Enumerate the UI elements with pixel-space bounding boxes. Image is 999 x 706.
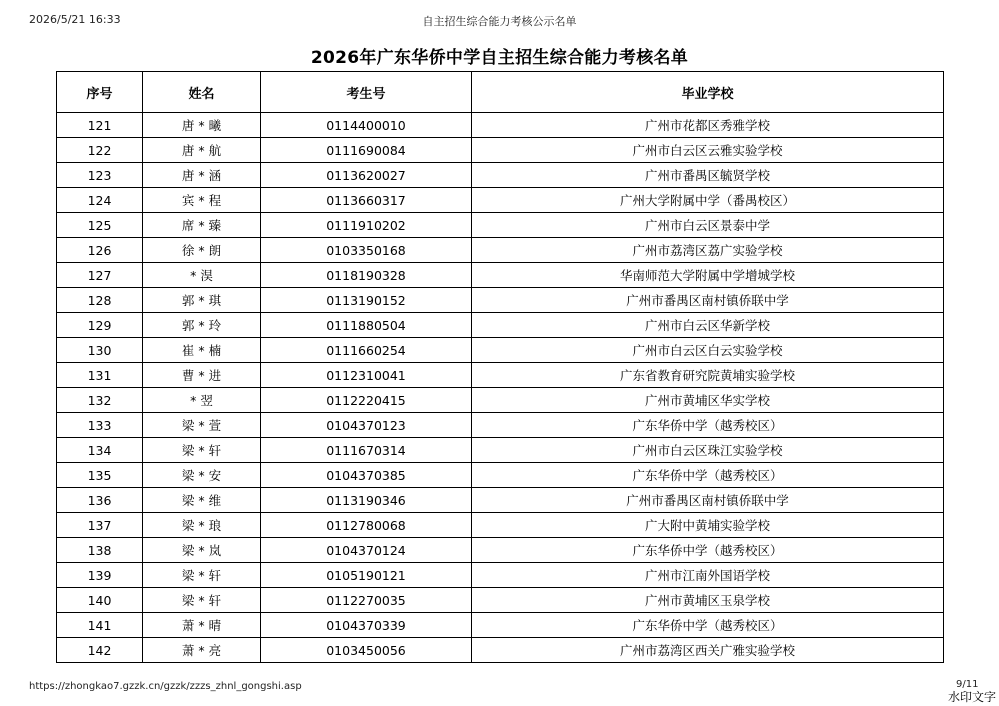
cell-school: 广州市江南外国语学校 <box>472 563 944 588</box>
cell-seq: 125 <box>57 213 143 238</box>
table-row <box>57 238 944 263</box>
cell-exam-number: 0112220415 <box>261 388 472 413</box>
cell-school: 广大附中黄埔实验学校 <box>472 513 944 538</box>
cell-exam-number: 0103450056 <box>261 638 472 663</box>
table-row <box>57 588 944 613</box>
table-row <box>57 563 944 588</box>
cell-name: 梁 * 维 <box>143 488 261 513</box>
cell-school: 广州市黄埔区玉泉学校 <box>472 588 944 613</box>
cell-seq: 134 <box>57 438 143 463</box>
page-number: 9/11 <box>956 679 979 690</box>
column-header-school: 毕业学校 <box>472 72 944 113</box>
table-row <box>57 363 944 388</box>
cell-exam-number: 0113190346 <box>261 488 472 513</box>
cell-seq: 138 <box>57 538 143 563</box>
cell-name: 唐 * 曦 <box>143 113 261 138</box>
cell-exam-number: 0104370385 <box>261 463 472 488</box>
table-row <box>57 538 944 563</box>
table-row <box>57 113 944 138</box>
table-row <box>57 513 944 538</box>
cell-exam-number: 0118190328 <box>261 263 472 288</box>
cell-seq: 127 <box>57 263 143 288</box>
cell-exam-number: 0113190152 <box>261 288 472 313</box>
cell-school: 广州大学附属中学（番禺校区） <box>472 188 944 213</box>
cell-seq: 141 <box>57 613 143 638</box>
cell-seq: 131 <box>57 363 143 388</box>
cell-name: 郭 * 玲 <box>143 313 261 338</box>
cell-school: 广州市荔湾区荔广实验学校 <box>472 238 944 263</box>
cell-school: 广州市番禺区南村镇侨联中学 <box>472 288 944 313</box>
cell-exam-number: 0113660317 <box>261 188 472 213</box>
cell-exam-number: 0112780068 <box>261 513 472 538</box>
cell-name: * 淏 <box>143 263 261 288</box>
cell-school: 广东省教育研究院黄埔实验学校 <box>472 363 944 388</box>
cell-school: 广东华侨中学（越秀校区） <box>472 613 944 638</box>
table-row <box>57 388 944 413</box>
cell-name: 宾 * 程 <box>143 188 261 213</box>
cell-school: 广州市白云区华新学校 <box>472 313 944 338</box>
cell-name: 萧 * 亮 <box>143 638 261 663</box>
cell-seq: 129 <box>57 313 143 338</box>
cell-seq: 142 <box>57 638 143 663</box>
cell-exam-number: 0111910202 <box>261 213 472 238</box>
cell-seq: 123 <box>57 163 143 188</box>
cell-seq: 136 <box>57 488 143 513</box>
cell-name: 席 * 臻 <box>143 213 261 238</box>
table-header-row <box>57 72 944 113</box>
cell-exam-number: 0112270035 <box>261 588 472 613</box>
cell-exam-number: 0112310041 <box>261 363 472 388</box>
cell-seq: 122 <box>57 138 143 163</box>
cell-exam-number: 0111690084 <box>261 138 472 163</box>
cell-exam-number: 0111670314 <box>261 438 472 463</box>
column-header-seq: 序号 <box>57 72 143 113</box>
table-row <box>57 463 944 488</box>
cell-name: 梁 * 轩 <box>143 588 261 613</box>
cell-name: 萧 * 晴 <box>143 613 261 638</box>
cell-seq: 124 <box>57 188 143 213</box>
watermark-text: 水印文字 <box>948 690 997 704</box>
cell-name: 梁 * 轩 <box>143 563 261 588</box>
cell-school: 广州市白云区云雅实验学校 <box>472 138 944 163</box>
cell-name: 唐 * 涵 <box>143 163 261 188</box>
footer-url: https://zhongkao7.gzzk.cn/gzzk/zzzs_zhnl_gongshi.asp <box>29 681 302 692</box>
cell-seq: 126 <box>57 238 143 263</box>
cell-name: 郭 * 琪 <box>143 288 261 313</box>
table-row <box>57 288 944 313</box>
cell-exam-number: 0111880504 <box>261 313 472 338</box>
cell-school: 广东华侨中学（越秀校区） <box>472 463 944 488</box>
cell-school: 广州市白云区白云实验学校 <box>472 338 944 363</box>
cell-name: 梁 * 安 <box>143 463 261 488</box>
table-row <box>57 163 944 188</box>
cell-name: 梁 * 轩 <box>143 438 261 463</box>
cell-seq: 130 <box>57 338 143 363</box>
cell-name: 崔 * 楠 <box>143 338 261 363</box>
table-row <box>57 138 944 163</box>
table-row <box>57 638 944 663</box>
cell-seq: 140 <box>57 588 143 613</box>
table-row <box>57 263 944 288</box>
cell-seq: 133 <box>57 413 143 438</box>
cell-school: 广州市白云区景泰中学 <box>472 213 944 238</box>
column-header-name: 姓名 <box>143 72 261 113</box>
cell-school: 广州市荔湾区西关广雅实验学校 <box>472 638 944 663</box>
cell-exam-number: 0103350168 <box>261 238 472 263</box>
cell-seq: 139 <box>57 563 143 588</box>
cell-exam-number: 0104370339 <box>261 613 472 638</box>
cell-name: 徐 * 朗 <box>143 238 261 263</box>
cell-exam-number: 0113620027 <box>261 163 472 188</box>
table-row <box>57 488 944 513</box>
table-row <box>57 438 944 463</box>
column-header-exam-number: 考生号 <box>261 72 472 113</box>
print-doc-title: 自主招生综合能力考核公示名单 <box>422 15 577 28</box>
cell-school: 广州市番禺区毓贤学校 <box>472 163 944 188</box>
cell-seq: 137 <box>57 513 143 538</box>
cell-exam-number: 0104370123 <box>261 413 472 438</box>
cell-seq: 135 <box>57 463 143 488</box>
cell-school: 华南师范大学附属中学增城学校 <box>472 263 944 288</box>
cell-name: 梁 * 岚 <box>143 538 261 563</box>
table-row <box>57 613 944 638</box>
candidate-table <box>56 71 944 663</box>
cell-seq: 121 <box>57 113 143 138</box>
table-row <box>57 213 944 238</box>
cell-seq: 132 <box>57 388 143 413</box>
cell-school: 广州市黄埔区华实学校 <box>472 388 944 413</box>
cell-name: * 翌 <box>143 388 261 413</box>
cell-exam-number: 0104370124 <box>261 538 472 563</box>
cell-school: 广东华侨中学（越秀校区） <box>472 538 944 563</box>
cell-name: 梁 * 琅 <box>143 513 261 538</box>
print-datetime: 2026/5/21 16:33 <box>29 13 121 26</box>
cell-school: 广东华侨中学（越秀校区） <box>472 413 944 438</box>
table-row <box>57 338 944 363</box>
page-title: 2026年广东华侨中学自主招生综合能力考核名单 <box>310 48 689 68</box>
cell-exam-number: 0114400010 <box>261 113 472 138</box>
cell-school: 广州市番禺区南村镇侨联中学 <box>472 488 944 513</box>
table-row <box>57 188 944 213</box>
cell-exam-number: 0105190121 <box>261 563 472 588</box>
cell-school: 广州市白云区珠江实验学校 <box>472 438 944 463</box>
cell-exam-number: 0111660254 <box>261 338 472 363</box>
cell-name: 唐 * 航 <box>143 138 261 163</box>
cell-school: 广州市花都区秀雅学校 <box>472 113 944 138</box>
table-row <box>57 413 944 438</box>
cell-seq: 128 <box>57 288 143 313</box>
table-row <box>57 313 944 338</box>
cell-name: 曹 * 进 <box>143 363 261 388</box>
cell-name: 梁 * 萱 <box>143 413 261 438</box>
